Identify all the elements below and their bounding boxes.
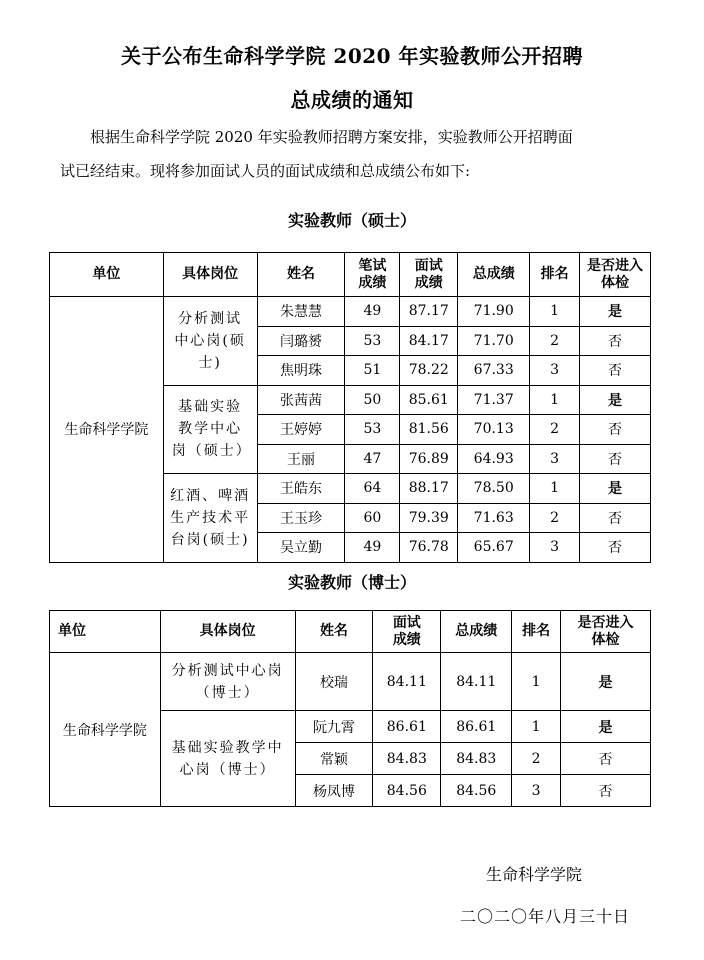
name-cell: 常颖 (295, 743, 373, 775)
header-unit: 单位 (50, 253, 164, 297)
total-cell: 86.61 (441, 711, 512, 743)
interview-cell: 84.56 (373, 775, 441, 807)
header-total: 总成绩 (458, 253, 530, 297)
total-cell: 84.56 (441, 775, 512, 807)
rank-cell: 3 (530, 533, 580, 563)
table-row (50, 653, 651, 711)
section-title-doctor: 实验教师（博士） (287, 573, 416, 592)
rank-cell: 2 (512, 743, 561, 775)
unit-cell: 生命科学学院 (50, 653, 161, 807)
interview-cell: 88.17 (400, 474, 458, 504)
written-cell: 49 (345, 533, 400, 563)
interview-cell: 87.17 (400, 297, 458, 327)
exam-cell: 是 (561, 653, 651, 711)
interview-cell: 84.11 (373, 653, 441, 711)
rank-cell: 1 (530, 385, 580, 415)
interview-cell: 76.78 (400, 533, 458, 563)
total-cell: 65.67 (458, 533, 530, 563)
table-header-row (50, 253, 651, 297)
intro-line2: 试已经结束。现将参加面试人员的面试成绩和总成绩公布如下: (60, 162, 471, 180)
signature-organization: 生命科学学院 (486, 865, 583, 884)
name-cell: 王皓东 (257, 474, 345, 504)
intro-line1: 根据生命科学学院 2020 年实验教师招聘方案安排，实验教师公开招聘面 (90, 128, 573, 146)
interview-cell: 84.83 (373, 743, 441, 775)
interview-cell: 79.39 (400, 503, 458, 533)
header-post: 具体岗位 (163, 253, 257, 297)
header-name: 姓名 (257, 253, 345, 297)
exam-cell: 否 (561, 743, 651, 775)
total-cell: 67.33 (458, 356, 530, 386)
rank-cell: 2 (530, 415, 580, 445)
rank-cell: 3 (530, 444, 580, 474)
rank-cell: 1 (530, 297, 580, 327)
rank-cell: 1 (512, 711, 561, 743)
post-cell: 分析测试中心岗(硕士) (163, 297, 257, 386)
post-cell: 基础实验教学中心岗（博士） (160, 711, 295, 807)
rank-cell: 1 (512, 653, 561, 711)
header-interview: 面试成绩 (373, 611, 441, 653)
exam-cell: 否 (580, 415, 651, 445)
name-cell: 王玉珍 (257, 503, 345, 533)
name-cell: 王丽 (257, 444, 345, 474)
table-row (50, 297, 651, 327)
master-results-table (49, 252, 651, 563)
total-cell: 78.50 (458, 474, 530, 504)
name-cell: 张茜茜 (257, 385, 345, 415)
exam-cell: 否 (580, 326, 651, 356)
total-cell: 71.63 (458, 503, 530, 533)
post-cell: 分析测试中心岗（博士） (160, 653, 295, 711)
name-cell: 校瑞 (295, 653, 373, 711)
header-name: 姓名 (295, 611, 373, 653)
written-cell: 53 (345, 415, 400, 445)
name-cell: 王婷婷 (257, 415, 345, 445)
written-cell: 50 (345, 385, 400, 415)
name-cell: 阮九霄 (295, 711, 373, 743)
written-cell: 60 (345, 503, 400, 533)
exam-cell: 是 (580, 385, 651, 415)
written-cell: 47 (345, 444, 400, 474)
header-total: 总成绩 (441, 611, 512, 653)
interview-cell: 76.89 (400, 444, 458, 474)
post-cell: 基础实验教学中心岗（硕士） (163, 385, 257, 474)
total-cell: 84.83 (441, 743, 512, 775)
section-title-master: 实验教师（硕士） (287, 211, 416, 230)
written-cell: 64 (345, 474, 400, 504)
name-cell: 闫璐赟 (257, 326, 345, 356)
name-cell: 焦明珠 (257, 356, 345, 386)
header-rank: 排名 (530, 253, 580, 297)
document-title-line2: 总成绩的通知 (290, 88, 414, 112)
header-unit: 单位 (50, 611, 161, 653)
rank-cell: 2 (530, 503, 580, 533)
interview-cell: 86.61 (373, 711, 441, 743)
header-written: 笔试成绩 (345, 253, 400, 297)
total-cell: 84.11 (441, 653, 512, 711)
exam-cell: 是 (580, 297, 651, 327)
total-cell: 71.90 (458, 297, 530, 327)
header-post: 具体岗位 (160, 611, 295, 653)
written-cell: 53 (345, 326, 400, 356)
exam-cell: 否 (580, 503, 651, 533)
rank-cell: 3 (512, 775, 561, 807)
header-exam: 是否进入体检 (561, 611, 651, 653)
total-cell: 64.93 (458, 444, 530, 474)
table-header-row (50, 611, 651, 653)
exam-cell: 是 (580, 474, 651, 504)
intro-paragraph (60, 120, 672, 188)
exam-cell: 是 (561, 711, 651, 743)
header-interview: 面试成绩 (400, 253, 458, 297)
total-cell: 71.37 (458, 385, 530, 415)
exam-cell: 否 (580, 533, 651, 563)
total-cell: 71.70 (458, 326, 530, 356)
rank-cell: 1 (530, 474, 580, 504)
exam-cell: 否 (561, 775, 651, 807)
total-cell: 70.13 (458, 415, 530, 445)
doctor-results-table (49, 610, 651, 807)
exam-cell: 否 (580, 356, 651, 386)
document-title-line1: 关于公布生命科学学院 2020 年实验教师公开招聘 (120, 44, 584, 68)
header-rank: 排名 (512, 611, 561, 653)
written-cell: 49 (345, 297, 400, 327)
signature-date: 二〇二〇年八月三十日 (460, 907, 631, 926)
unit-cell: 生命科学学院 (50, 297, 164, 563)
name-cell: 朱慧慧 (257, 297, 345, 327)
interview-cell: 78.22 (400, 356, 458, 386)
interview-cell: 84.17 (400, 326, 458, 356)
exam-cell: 否 (580, 444, 651, 474)
rank-cell: 2 (530, 326, 580, 356)
written-cell: 51 (345, 356, 400, 386)
post-cell: 红酒、啤酒生产技术平台岗(硕士) (163, 474, 257, 563)
interview-cell: 85.61 (400, 385, 458, 415)
header-exam: 是否进入体检 (580, 253, 651, 297)
rank-cell: 3 (530, 356, 580, 386)
name-cell: 吴立勤 (257, 533, 345, 563)
name-cell: 杨凤博 (295, 775, 373, 807)
interview-cell: 81.56 (400, 415, 458, 445)
